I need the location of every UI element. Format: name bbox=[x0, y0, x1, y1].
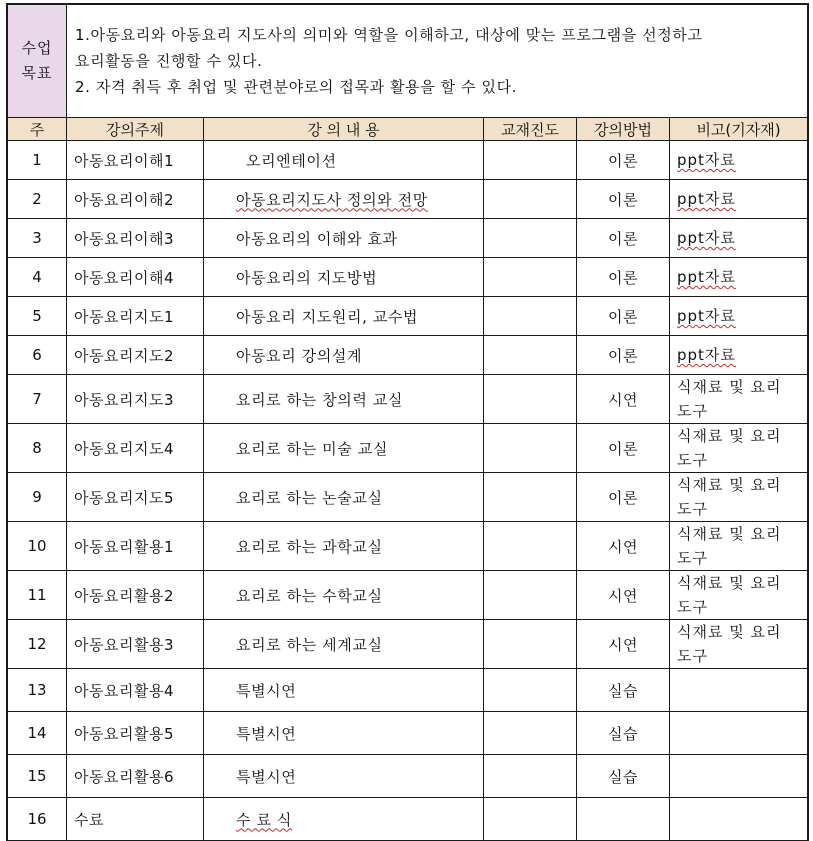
note-line-1: 식재료 및 요리 bbox=[677, 427, 782, 445]
progress-cell bbox=[484, 571, 577, 620]
content-cell: 특별시연 bbox=[204, 712, 484, 755]
note-cell bbox=[670, 522, 808, 571]
week-cell: 2 bbox=[8, 180, 67, 219]
topic-cell: 아동요리지도2 bbox=[67, 336, 204, 375]
note-line-1: 식재료 및 요리 bbox=[677, 476, 782, 494]
header-progress: 교재진도 bbox=[484, 118, 577, 141]
topic-cell: 아동요리지도4 bbox=[67, 424, 204, 473]
note-cell bbox=[670, 424, 808, 473]
week-cell: 13 bbox=[8, 669, 67, 712]
week-cell: 16 bbox=[8, 798, 67, 841]
table-row bbox=[8, 473, 808, 522]
week-cell: 1 bbox=[8, 141, 67, 180]
header-note: 비고(기자재) bbox=[670, 118, 808, 141]
method-cell: 실습 bbox=[577, 755, 670, 798]
table-row bbox=[8, 424, 808, 473]
table-row bbox=[8, 141, 808, 180]
method-cell: 시연 bbox=[577, 522, 670, 571]
progress-cell bbox=[484, 798, 577, 841]
progress-cell bbox=[484, 375, 577, 424]
table-row bbox=[8, 798, 808, 841]
content-cell: 오리엔테이션 bbox=[204, 141, 484, 180]
progress-cell bbox=[484, 180, 577, 219]
table-row bbox=[8, 219, 808, 258]
method-cell: 시연 bbox=[577, 571, 670, 620]
goal-row bbox=[8, 5, 808, 118]
method-cell: 이론 bbox=[577, 336, 670, 375]
note-cell bbox=[670, 375, 808, 424]
content-cell: 아동요리 강의설계 bbox=[204, 336, 484, 375]
table-row bbox=[8, 712, 808, 755]
week-cell: 4 bbox=[8, 258, 67, 297]
note-text: ppt자료 bbox=[677, 307, 736, 325]
note-cell bbox=[670, 798, 808, 841]
header-content: 강 의 내 용 bbox=[204, 118, 484, 141]
table-row bbox=[8, 180, 808, 219]
table-row bbox=[8, 669, 808, 712]
note-text: ppt자료 bbox=[677, 190, 736, 208]
topic-cell: 아동요리지도3 bbox=[67, 375, 204, 424]
note-line-2: 도구 bbox=[677, 549, 708, 567]
topic-cell: 아동요리활용5 bbox=[67, 712, 204, 755]
note-line-1: 식재료 및 요리 bbox=[677, 525, 782, 543]
goal-line-1: 1.아동요리와 아동요리 지도사의 의미와 역할을 이해하고, 대상에 맞는 프로그램을 선정하고 bbox=[75, 26, 703, 44]
method-cell: 이론 bbox=[577, 297, 670, 336]
table-row bbox=[8, 755, 808, 798]
method-cell: 실습 bbox=[577, 712, 670, 755]
content-cell: 아동요리의 이해와 효과 bbox=[204, 219, 484, 258]
note-line-1: 식재료 및 요리 bbox=[677, 623, 782, 641]
note-cell bbox=[670, 297, 808, 336]
note-cell bbox=[670, 258, 808, 297]
week-cell: 9 bbox=[8, 473, 67, 522]
goal-line-3: 2. 자격 취득 후 취업 및 관련분야로의 접목과 활용을 할 수 있다. bbox=[75, 78, 518, 96]
progress-cell bbox=[484, 336, 577, 375]
goal-label-line1: 수업 bbox=[21, 39, 53, 57]
progress-cell bbox=[484, 258, 577, 297]
header-row bbox=[8, 118, 808, 141]
content-text: 수 료 식 bbox=[236, 810, 293, 829]
note-line-2: 도구 bbox=[677, 598, 708, 616]
note-cell bbox=[670, 620, 808, 669]
method-cell bbox=[577, 798, 670, 841]
method-cell: 이론 bbox=[577, 473, 670, 522]
method-cell: 실습 bbox=[577, 669, 670, 712]
goal-line-2: 요리활동을 진행할 수 있다. bbox=[75, 52, 263, 70]
note-line-1: 식재료 및 요리 bbox=[677, 378, 782, 396]
header-method: 강의방법 bbox=[577, 118, 670, 141]
note-line-2: 도구 bbox=[677, 451, 708, 469]
progress-cell bbox=[484, 669, 577, 712]
topic-cell: 아동요리활용1 bbox=[67, 522, 204, 571]
goal-label-line2: 목표 bbox=[21, 64, 53, 82]
week-cell: 11 bbox=[8, 571, 67, 620]
content-text: 아동요리지도사 정의와 전망 bbox=[236, 190, 428, 209]
progress-cell bbox=[484, 297, 577, 336]
progress-cell bbox=[484, 473, 577, 522]
content-cell: 아동요리 지도원리, 교수법 bbox=[204, 297, 484, 336]
table-row bbox=[8, 571, 808, 620]
content-cell: 요리로 하는 과학교실 bbox=[204, 522, 484, 571]
method-cell: 이론 bbox=[577, 424, 670, 473]
week-cell: 3 bbox=[8, 219, 67, 258]
content-cell: 요리로 하는 창의력 교실 bbox=[204, 375, 484, 424]
week-cell: 5 bbox=[8, 297, 67, 336]
note-cell bbox=[670, 571, 808, 620]
table-row bbox=[8, 336, 808, 375]
content-cell: 아동요리의 지도방법 bbox=[204, 258, 484, 297]
topic-cell: 아동요리이해3 bbox=[67, 219, 204, 258]
note-line-2: 도구 bbox=[677, 402, 708, 420]
note-cell bbox=[670, 712, 808, 755]
topic-cell: 아동요리이해2 bbox=[67, 180, 204, 219]
content-cell bbox=[204, 798, 484, 841]
topic-cell: 아동요리이해4 bbox=[67, 258, 204, 297]
week-cell: 15 bbox=[8, 755, 67, 798]
note-cell bbox=[670, 141, 808, 180]
week-cell: 12 bbox=[8, 620, 67, 669]
note-cell bbox=[670, 755, 808, 798]
note-cell bbox=[670, 336, 808, 375]
goal-label bbox=[8, 5, 67, 118]
method-cell: 시연 bbox=[577, 375, 670, 424]
content-cell: 요리로 하는 수학교실 bbox=[204, 571, 484, 620]
table-row bbox=[8, 522, 808, 571]
table-row bbox=[8, 375, 808, 424]
topic-cell: 수료 bbox=[67, 798, 204, 841]
content-cell: 특별시연 bbox=[204, 669, 484, 712]
topic-cell: 아동요리이해1 bbox=[67, 141, 204, 180]
week-cell: 8 bbox=[8, 424, 67, 473]
table-row bbox=[8, 620, 808, 669]
progress-cell bbox=[484, 424, 577, 473]
header-topic: 강의주제 bbox=[67, 118, 204, 141]
content-cell bbox=[204, 180, 484, 219]
topic-cell: 아동요리지도5 bbox=[67, 473, 204, 522]
note-text: ppt자료 bbox=[677, 151, 736, 169]
method-cell: 이론 bbox=[577, 219, 670, 258]
content-cell: 요리로 하는 논술교실 bbox=[204, 473, 484, 522]
topic-cell: 아동요리활용3 bbox=[67, 620, 204, 669]
content-cell: 요리로 하는 미술 교실 bbox=[204, 424, 484, 473]
note-text: ppt자료 bbox=[677, 229, 736, 247]
week-cell: 7 bbox=[8, 375, 67, 424]
topic-cell: 아동요리활용4 bbox=[67, 669, 204, 712]
header-week: 주 bbox=[8, 118, 67, 141]
method-cell: 이론 bbox=[577, 258, 670, 297]
syllabus-table bbox=[7, 4, 808, 841]
note-text: ppt자료 bbox=[677, 346, 736, 364]
note-text: ppt자료 bbox=[677, 268, 736, 286]
method-cell: 시연 bbox=[577, 620, 670, 669]
method-cell: 이론 bbox=[577, 180, 670, 219]
note-line-2: 도구 bbox=[677, 647, 708, 665]
content-cell: 요리로 하는 세계교실 bbox=[204, 620, 484, 669]
progress-cell bbox=[484, 755, 577, 798]
note-line-2: 도구 bbox=[677, 500, 708, 518]
week-cell: 14 bbox=[8, 712, 67, 755]
note-cell bbox=[670, 669, 808, 712]
progress-cell bbox=[484, 141, 577, 180]
table-row bbox=[8, 297, 808, 336]
progress-cell bbox=[484, 620, 577, 669]
method-cell: 이론 bbox=[577, 141, 670, 180]
week-cell: 10 bbox=[8, 522, 67, 571]
table-row bbox=[8, 258, 808, 297]
topic-cell: 아동요리지도1 bbox=[67, 297, 204, 336]
note-cell bbox=[670, 180, 808, 219]
progress-cell bbox=[484, 712, 577, 755]
content-cell: 특별시연 bbox=[204, 755, 484, 798]
week-cell: 6 bbox=[8, 336, 67, 375]
topic-cell: 아동요리활용6 bbox=[67, 755, 204, 798]
goal-text bbox=[67, 5, 808, 118]
note-cell bbox=[670, 473, 808, 522]
note-line-1: 식재료 및 요리 bbox=[677, 574, 782, 592]
progress-cell bbox=[484, 522, 577, 571]
note-cell bbox=[670, 219, 808, 258]
progress-cell bbox=[484, 219, 577, 258]
topic-cell: 아동요리활용2 bbox=[67, 571, 204, 620]
